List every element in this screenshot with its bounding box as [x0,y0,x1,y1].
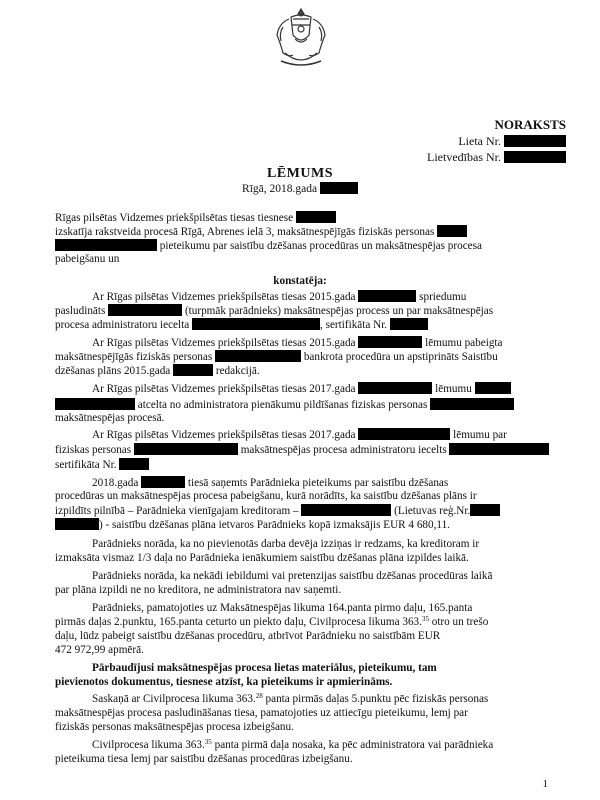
text-span: ) - saistību dzēšanas plāna ietvaros Parādnieks kopā izmaksājis EUR 4 680,11. [99,519,450,531]
text-span: spriedumu [419,291,467,303]
text-line [55,490,477,504]
text-line [92,538,479,552]
text-line [55,458,149,473]
text-span: maksātnespējīgās fiziskās personas [55,351,213,363]
text-span: procedūras un maksātnespējas procesa pabeigšanu, kurā norādīts, ka saistību dzēšanas plāns ir [55,490,477,502]
superscript: 28 [255,692,263,700]
text-span: panta pirmā daļa nosaka, ka pēc administratora vai parādnieka [214,739,494,751]
text-span: panta pirmās daļas 5.punktu pēc fiziskās personas [265,693,489,705]
text-line [55,225,467,240]
redacted-block [134,443,238,455]
text-span: Saskaņā ar Civilprocesa likuma 363. [92,693,256,705]
latvia-coat-of-arms-icon [269,5,333,69]
text-span: Ar Rīgas pilsētas Vidzemes priekšpilsētas tiesas 2015.gada [92,291,356,303]
text-span: Parādnieks norāda, ka no pievienotās darba devēja izziņas ir redzams, ka kreditoram ir [92,538,480,550]
redacted-block [55,239,157,251]
redacted-block [173,364,213,376]
text-line [55,644,144,658]
superscript: 35 [204,738,212,746]
text-span: redakcijā. [215,365,260,377]
text-span: maksātnespējas procesa pasludināšanas tiesa, pamatojoties uz attiecīgu pieteikumu, lemj par [55,707,468,719]
text-span: dzēšanas plāns 2015.gada [55,365,171,377]
text-line [55,398,514,413]
text-span: Parādnieks, pamatojoties uz Maksātnespējas likuma 164.panta pirmo daļu, 165.panta [92,602,473,614]
redacted-block [141,476,185,488]
redacted-block [390,318,428,330]
text-line [55,504,500,519]
text-span: fiziskas personas [55,444,132,456]
text-line [92,290,466,305]
text-span: (turpmāk parādnieks) maksātnespējas process un par maksātnespējas [184,305,494,317]
superscript: 35 [421,615,429,623]
text-span: , sertifikāta Nr. [320,319,388,331]
redacted-block [119,458,149,470]
document-title: LĒMUMS [267,166,333,181]
text-line [55,518,450,533]
redacted-block [437,225,467,237]
redacted-block [358,428,450,440]
text-span: pieteikumu par saistību dzēšanas procedūras un maksātnespējas procesa [159,240,482,252]
noraksts-label: NORAKSTS [494,117,566,132]
redacted-block [475,382,511,394]
text-line [55,211,336,226]
text-line-bold: Pārbaudījusi maksātnespējas procesa lietas materiālus, pieteikumu, tam [92,662,437,674]
text-span: par plāna izpildi ne no kreditora, ne administratora nav saņemti. [55,584,342,596]
text-span: Ar Rīgas pilsētas Vidzemes priekšpilsētas tiesas 2015.gada [92,337,356,349]
text-line [55,364,260,379]
text-line [92,476,448,491]
text-span: procesa administratoru iecelta [55,319,190,331]
text-span: Parādnieks norāda, ka nekādi iebildumi vai pretenzijas saistību dzēšanas procedūras laikā [92,570,493,582]
text-line [55,350,498,365]
text-span: lēmumu par [453,429,507,441]
text-line [92,602,472,616]
text-line [55,253,119,267]
text-line-bold: pievienotos dokumentus, tiesnese atzīst, ka pieteikums ir apmierināms. [55,676,393,688]
text-line [55,552,469,566]
text-line [92,336,502,351]
text-line [55,412,164,426]
text-span: lēmumu pabeigta [425,337,503,349]
redacted-block [108,304,182,316]
text-span: izmaksāta vismaz 1/3 daļa no Parādnieka ienākumiem saistību dzēšanas plāna izpildes laikā. [55,552,469,564]
text-line [55,616,488,630]
redacted-block [358,290,416,302]
text-span: Ar Rīgas pilsētas Vidzemes priekšpilsētas tiesas 2017.gada [92,383,356,395]
text-span: izskatīja rakstveida procesā Rīgā, Abrenes ielā 3, maksātnespējīgās fiziskās personas [55,226,435,238]
text-span: atcelta no administratora pienākumu pildīšanas fiziskas personas [137,399,428,411]
text-span: 2018.gada [92,477,139,489]
text-span: pirmās daļas 2.punktu, 165.panta ceturto un piekto daļu, Civilprocesa likuma 363. [55,616,422,628]
text-span: pabeigšanu un [55,253,120,265]
text-line [92,382,511,397]
text-line [92,693,488,707]
konstateja-heading: konstatēja: [273,275,327,287]
place-date [0,182,600,197]
redacted-block [320,182,358,194]
text-line [55,304,493,319]
redacted-block [215,350,301,362]
text-line [55,707,468,721]
text-line [92,739,493,753]
redacted-block [55,518,99,530]
redacted-block [449,443,549,455]
text-span: pasludināts [55,305,106,317]
text-line [55,318,428,333]
text-span: izpildīts pilnībā – Parādnieka vienīgajam kreditoram – [55,505,299,517]
text-span: pieteikuma tiesa lemj par saistību dzēšanas procedūras izbeigšanu. [55,753,353,765]
text-line [92,570,492,584]
redacted-block [504,151,566,163]
text-span: otro un trešo [431,616,489,628]
case-number-line: Lieta Nr. [458,134,566,148]
text-line [55,630,440,644]
text-span: sertifikāta Nr. [55,459,117,471]
redacted-block [430,398,514,410]
page-number: 1 [542,778,548,790]
text-span: 472 972,99 apmērā. [55,644,144,656]
text-span: Rīgā, 2018.gada [242,183,318,195]
text-line [55,753,353,767]
redacted-block [55,398,135,410]
text-span: Rīgas pilsētas Vidzemes priekšpilsētas tiesas tiesnese [55,212,294,224]
text-line [55,584,341,598]
text-line [92,428,507,443]
text-span: Ar Rīgas pilsētas Vidzemes priekšpilsētas tiesas 2017.gada [92,429,356,441]
text-span: daļu, lūdz pabeigt saistību dzēšanas procedūru, atbrīvot Parādnieku no saistībām EUR [55,630,441,642]
redacted-block [470,504,500,516]
redacted-block [358,336,422,348]
text-span: bankrota procedūra un apstiprināts Saistību [303,351,498,363]
text-span: maksātnespējas procesā. [55,412,165,424]
redacted-block [358,382,432,394]
text-span: Civilprocesa likuma 363. [92,739,205,751]
text-span: (Lietuvas reģ.Nr. [394,505,471,517]
redacted-block [192,318,320,330]
redacted-block [296,211,336,223]
redacted-block [301,504,391,516]
text-span: lēmumu [435,383,472,395]
text-span: fiziskās personas maksātnespējas procesa izbeigšanu. [55,721,294,733]
text-span: maksātnespējas procesa administratoru iecelts [240,444,447,456]
text-line [55,443,549,458]
redacted-block [504,135,566,147]
text-line [55,239,482,254]
text-line [55,721,294,735]
text-span: tiesā saņemts Parādnieka pieteikums par saistību dzēšanas [187,477,449,489]
registry-number-line: Lietvedības Nr. [427,150,566,164]
